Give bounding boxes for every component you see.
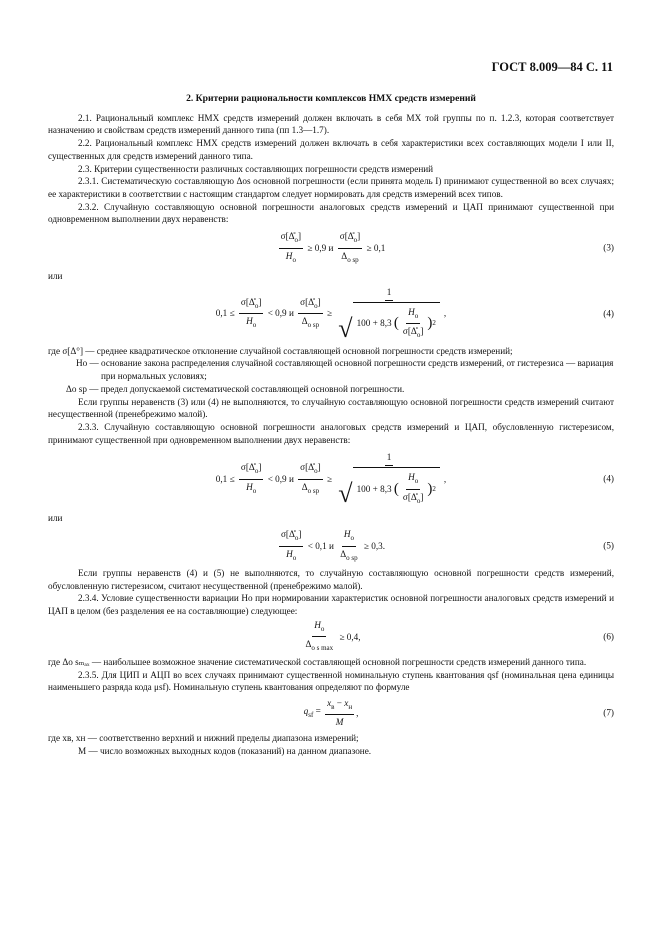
equation-4b-number: (4) — [603, 474, 614, 485]
paragraph-if-not-2: Если группы неравенств (4) и (5) не выполняются, то случайную составляющую основной погрешности средств измерений, обусловленную гистерезисом, считают несущественной (пренебрежимо малой). — [48, 568, 614, 591]
paragraph-2-3: 2.3. Критерии существенности различных составляющих погрешности средств измерений — [78, 163, 434, 174]
equation-3: $\frac{\sigma[\Deltå_o]}{H_o}$ ≥ 0,9 и $\frac{\sigma[\Deltå_o]}{\Delta_{o sp}}$ ≥ 0,1 (3) — [280, 231, 614, 264]
definitions-2 — [48, 656, 614, 669]
def-x-term: где xв, xн — — [48, 732, 97, 743]
equation-4b: 0,1 ≤ $\frac{\sigma[\Deltå_o]}{H_o}$ < 0,9 и $\frac{\sigma[\Deltå_o]}{\Delta_{o sp}}$ ≥ 1 √ 100 + 8,3 ( $\frac{H_o}{\sigma[\Deltå_o]}$ ) 2 , (4) — [215, 452, 614, 509]
def-max: наибольшее возможное значение систематической составляющей основной погрешности средств измерений данного типа. — [103, 656, 587, 667]
def-sigma-term: где σ[Δ°] — — [48, 345, 95, 356]
equation-4-number: (4) — [603, 308, 614, 319]
section-title: 2. Критерии рациональности комплексов НМХ средств измерений — [186, 93, 476, 104]
or-text-2: или — [48, 513, 63, 524]
definitions-1 — [48, 345, 614, 396]
def-m: число возможных выходных кодов (показаний) на данном диапазоне. — [99, 745, 372, 756]
equation-6-number: (6) — [603, 631, 614, 642]
def-delta: предел допускаемой систематической составляющей основной погрешности. — [100, 383, 405, 394]
paragraph-2-3-1: 2.3.1. Систематическую составляющую Δos основной погрешности (если принята модель I) принимают существенной во всех случаях; ее характеристики в соответствии с настоящим стандартом следует нормировать для средств измерений всех типов. — [48, 176, 614, 199]
page-header: ГОСТ 8.009—84 С. 11 — [491, 60, 613, 74]
paragraph-2-1: 2.1. Рациональный комплекс НМХ средств измерений должен включать в себя МХ той группы по п. 1.2.3, которая соответствует назначению и свойствам средств измерений данного типа (пп 1.3—1.7). — [48, 112, 614, 136]
or-text-1: или — [48, 271, 63, 282]
def-delta-term: Δo sp — — [66, 383, 99, 394]
equation-3-number: (3) — [603, 242, 614, 253]
equation-7-number: (7) — [603, 707, 614, 718]
equation-4: 0,1 ≤ $\frac{\sigma[\Deltå_o]}{H_o}$ < 0,9 и $\frac{\sigma[\Deltå_o]}{\Delta_{o sp}}$ ≥ 1 √ 100 + 8,3 ( $\frac{H_o}{\sigma[\Deltå_o]}$ ) 2 , (4) — [215, 286, 614, 343]
paragraph-2-3-5: 2.3.5. Для ЦИП и АЦП во всех случаях принимают существенной номинальную ступень квантования qsf (номинальная цена единицы наименьшего разряда кода μsf). Номинальную ступень квантования определяют по формуле — [48, 669, 614, 693]
document-body — [48, 93, 614, 757]
def-max-term: где Δo sₘₐₓ — — [48, 656, 102, 667]
paragraph-2-2: 2.2. Рациональный комплекс НМХ средств измерений должен включать в себя характеристики всех составляющих модели I или II, существенных для средств измерений данного типа. — [48, 138, 614, 161]
def-sigma: среднее квадратическое отклонение случайной составляющей основной погрешности средств измерений; — [96, 345, 513, 356]
paragraph-2-3-2: 2.3.2. Случайную составляющую основной погрешности аналоговых средств измерений и ЦАП принимают существенной при одновременном выполнении двух неравенств: — [48, 201, 614, 225]
equation-6: $\frac{H_o}{\Delta_{o s max}}$ ≥ 0,4, (6) — [305, 619, 614, 653]
equation-7: $q_{sf}$ = $\frac{x_в - x_н}{M}$ , (7) — [303, 697, 614, 728]
def-h: основание закона распределения случайной составляющей основной погрешности средств измерений, от гистерезиса — вариация при нормальных условиях; — [101, 358, 614, 382]
definitions-3 — [48, 732, 614, 757]
paragraph-2-3-3: 2.3.3. Случайную составляющую основной погрешности аналоговых средств измерений и ЦАП, обусловленную гистерезисом, принимают существенной при одновременном выполнении двух неравенств: — [48, 421, 614, 445]
equation-5-number: (5) — [603, 540, 614, 551]
def-h-term: Hо — — [76, 358, 99, 369]
paragraph-2-3-4: 2.3.4. Условие существенности вариации Hо при нормировании характеристик основной погрешности аналоговых средств измерений и ЦАП в целом (без разделения ее на составляющие) следующее: — [48, 593, 614, 617]
paragraph-if-not-1: Если группы неравенств (3) или (4) не выполняются, то случайную составляющую основной погрешности средств измерений считают несущественной (пренебрежимо малой). — [48, 396, 614, 420]
def-m-term: M — — [78, 745, 98, 756]
def-x: соответственно верхний и нижний пределы диапазона измерений; — [99, 732, 359, 743]
equation-5: $\frac{\sigma[\Deltå_o]}{H_o}$ < 0,1 и $\frac{H_o}{\Delta_{o sp}}$ ≥ 0,3. (5) — [280, 529, 614, 562]
